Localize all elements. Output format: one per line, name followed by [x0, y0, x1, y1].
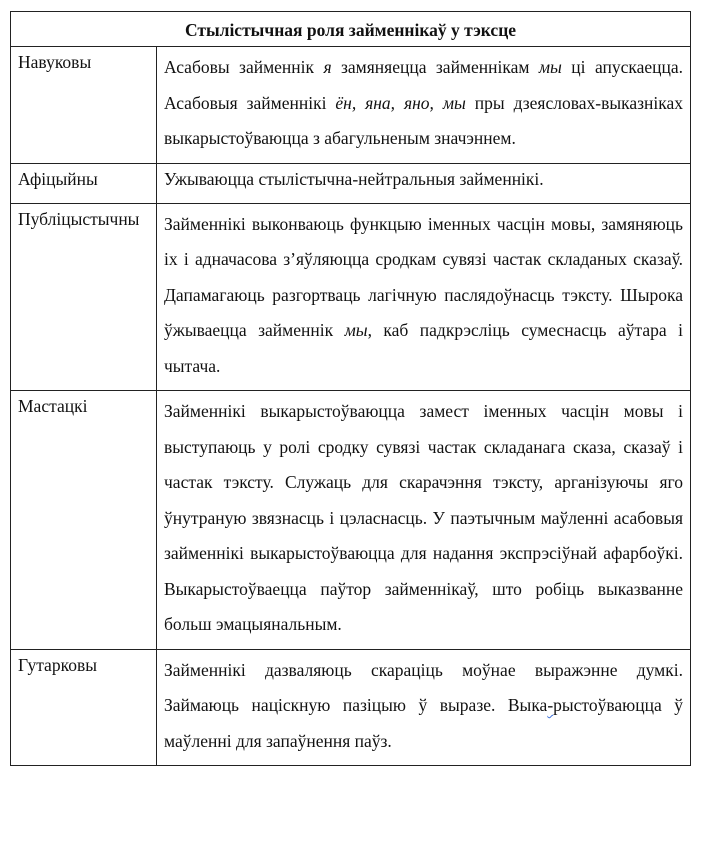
style-desc-official: Ужываюцца стылістычна-нейтральныя займеннікі. — [157, 163, 691, 203]
table-row — [11, 203, 691, 391]
style-desc-scientific: Асабовы займеннік я замяняецца займеннікам мы ці апускаецца. Асабовыя займеннікі ён, яна, яно, мы пры дзеясловах-выказніках выкарыстоўваюцца з абагульненым значэннем. — [157, 47, 691, 164]
table-header-row — [11, 12, 691, 47]
spellcheck-underline: - — [547, 695, 554, 715]
table-row — [11, 391, 691, 650]
style-name-publicistic: Публіцыстычны — [11, 203, 157, 391]
style-name-colloquial: Гутарковы — [11, 649, 157, 766]
style-desc-publicistic: Займеннікі выконваюць функцыю іменных часцін мовы, замяняюць іх і адначасова з’яўляюцца сродкам сувязі частак складаных сказаў. Дапамагаюць разгортваць лагічную паслядоўнасць тэксту. Шырока ўжываецца займеннік мы, каб падкрэсліць сумеснасць аўтара і чытача. — [157, 203, 691, 391]
table-title: Стылістычная роля займеннікаў у тэксце — [11, 12, 691, 47]
table-row — [11, 47, 691, 164]
style-name-scientific: Навуковы — [11, 47, 157, 164]
table-row — [11, 163, 691, 203]
style-name-official: Афіцыйны — [11, 163, 157, 203]
style-desc-artistic: Займеннікі выкарыстоўваюцца замест іменных часцін мовы і выступаюць у ролі сродку сувязі частак складанага сказа, сказаў і частак тэксту. Служаць для скарачэння тэксту, арганізуючы яго ўнутраную звязнасць і цэласнасць. У паэтычным маўленні асабовыя займеннікі выкарыстоўваюцца для надання экспрэсіўнай афарбоўкі. Выкарыстоўваецца паўтор займеннікаў, што робіць выказванне больш эмацыянальным. — [157, 391, 691, 650]
pronoun-style-table — [10, 11, 691, 766]
table-row — [11, 649, 691, 766]
style-desc-colloquial: Займеннікі дазваляюць скараціць моўнае выражэнне думкі. Займаюць націскную пазіцыю ў выразе. Выка-рыстоўваюцца ў маўленні для запаўнення паўз. — [157, 649, 691, 766]
style-name-artistic: Мастацкі — [11, 391, 157, 650]
